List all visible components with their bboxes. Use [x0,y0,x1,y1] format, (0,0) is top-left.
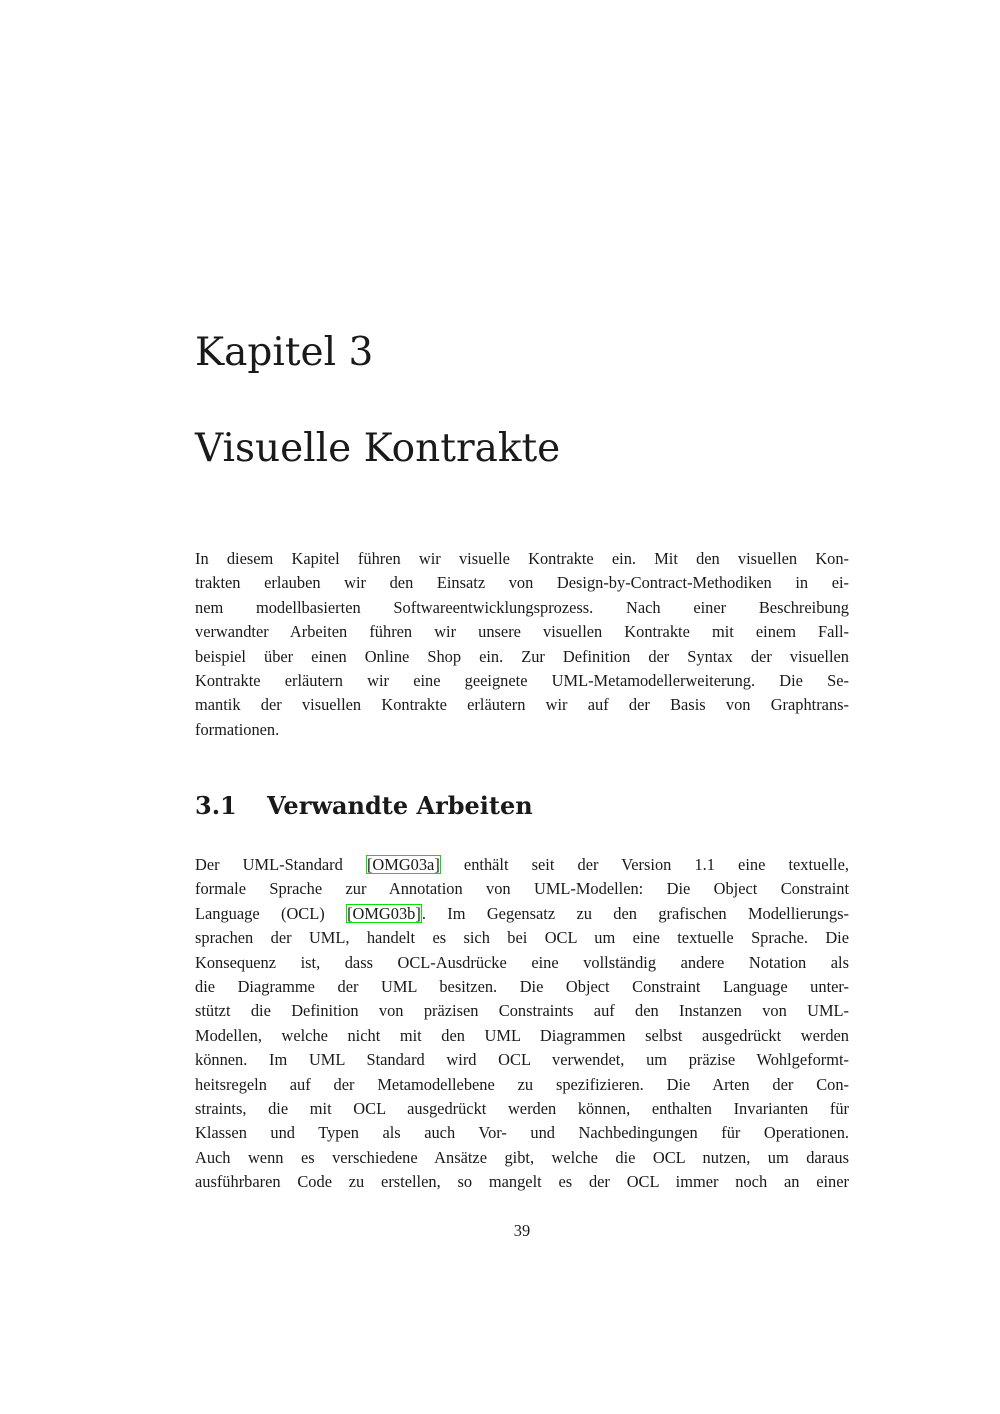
section-heading [195,788,533,824]
text-line: Kontrakte erläutern wir eine geeignete UML-Metamodellerweiterung. Die Se- [195,670,849,690]
text-line: Konsequenz ist, dass OCL-Ausdrücke eine vollständig andere Notation als [195,952,849,972]
section-number: 3.1 [195,791,237,820]
chapter-title: Visuelle Kontrakte [195,426,561,471]
section-title: Verwandte Arbeiten [267,791,533,820]
text-segment: enthält seit der Version 1.1 eine textuelle, [463,855,849,874]
page-number: 39 [513,1221,531,1240]
chapter-label: Kapitel 3 [195,330,374,375]
text-line: nem modellbasierten Softwareentwicklungsprozess. Nach einer Beschreibung [195,597,849,617]
text-line: stützt die Definition von präzisen Constraints auf den Instanzen von UML- [195,1001,849,1021]
text-line: formationen. [195,719,280,739]
text-segment: . Im Gegensatz zu den grafischen Modellierungs- [421,903,849,923]
text-line: straints, die mit OCL ausgedrückt werden können, enthalten Invarianten für [195,1098,849,1118]
text-line: beispiel über einen Online Shop ein. Zur Definition der Syntax der visuellen [195,646,849,666]
text-line: sprachen der UML, handelt es sich bei OCL um eine textuelle Sprache. Die [195,928,849,948]
text-line: Auch wenn es verschiedene Ansätze gibt, welche die OCL nutzen, um daraus [195,1147,849,1167]
text-line [195,853,849,877]
text-line: mantik der visuellen Kontrakte erläutern wir auf der Basis von Graphtrans- [195,695,849,715]
text-line: die Diagramme der UML besitzen. Die Object Constraint Language unter- [195,976,849,996]
citation-link-omg03b[interactable]: [OMG03b] [347,903,421,923]
text-line [195,902,849,926]
intro-paragraph [195,547,849,742]
text-line: heitsregeln auf der Metamodellebene zu spezifizieren. Die Arten der Con- [195,1074,849,1094]
body-paragraph [195,853,849,1194]
text-line: Modellen, welche nicht mit den UML Diagrammen selbst ausgedrückt werden [195,1025,849,1045]
text-line: formale Sprache zur Annotation von UML-Modellen: Die Object Constraint [195,879,849,899]
text-segment: Language (OCL) [195,903,325,923]
text-line: können. Im UML Standard wird OCL verwendet, um präzise Wohlgeformt- [195,1050,849,1070]
citation-link-omg03a[interactable]: [OMG03a] [366,855,440,874]
text-line: verwandter Arbeiten führen wir unsere visuellen Kontrakte mit einem Fall- [195,622,849,642]
text-line: trakten erlauben wir den Einsatz von Design-by-Contract-Methodiken in ei- [195,573,849,593]
text-line: ausführbaren Code zu erstellen, so mangelt es der OCL immer noch an einer [195,1172,849,1192]
text-line: In diesem Kapitel führen wir visuelle Kontrakte ein. Mit den visuellen Kon- [195,549,849,568]
text-segment: Der UML-Standard [195,855,343,874]
text-line: Klassen und Typen als auch Vor- und Nachbedingungen für Operationen. [195,1123,849,1143]
